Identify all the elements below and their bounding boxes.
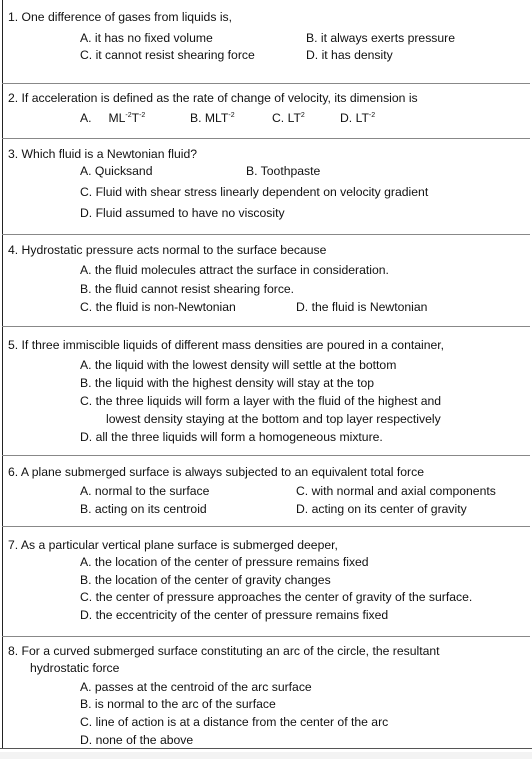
question-6-option-a: A. normal to the surface — [80, 484, 210, 498]
question-7-option-d: D. the eccentricity of the center of pressure remains fixed — [80, 608, 389, 622]
question-5-option-c: C. the three liquids will form a layer with the fluid of the highest and — [80, 394, 442, 408]
question-4-stem: 4. Hydrostatic pressure acts normal to the surface because — [8, 243, 327, 257]
question-3-option-d: D. Fluid assumed to have no viscosity — [80, 206, 285, 220]
question-2-stem: 2. If acceleration is defined as the rate of change of velocity, its dimension is — [8, 91, 418, 105]
question-1-stem: 1. One difference of gases from liquids is, — [8, 10, 233, 24]
question-divider — [2, 455, 530, 456]
question-5-option-c-continued: lowest density staying at the bottom and top layer respectively — [106, 412, 441, 426]
question-4-option-b: B. the fluid cannot resist shearing force. — [80, 282, 295, 296]
question-2-option-b: B. $MLT^{-2}$ — [190, 111, 235, 125]
question-5-option-b: B. the liquid with the highest density will stay at the top — [80, 376, 375, 390]
question-5-stem: 5. If three immiscible liquids of different mass densities are poured in a container, — [8, 338, 445, 352]
question-8-option-a: A. passes at the centroid of the arc surface — [80, 680, 312, 694]
question-3-option-a: A. Quicksand — [80, 164, 153, 178]
question-7-stem: 7. As a particular vertical plane surface is submerged deeper, — [8, 538, 338, 552]
question-8-stem-continued: hydrostatic force — [30, 661, 120, 675]
question-divider — [2, 138, 530, 139]
question-3-option-c: C. Fluid with shear stress linearly dependent on velocity gradient — [80, 185, 429, 199]
question-7-option-c: C. the center of pressure approaches the center of gravity of the surface. — [80, 590, 473, 604]
question-divider — [2, 526, 530, 527]
question-6-option-c: C. with normal and axial components — [296, 484, 496, 498]
question-2-option-d: D. $LT^{-2}$ — [340, 111, 376, 125]
question-divider — [2, 234, 530, 235]
question-1-option-c: C. it cannot resist shearing force — [80, 48, 255, 62]
question-2-option-a: A. $ML^{-2}T^{-2}$ — [80, 111, 146, 125]
question-8-option-c: C. line of action is at a distance from the center of the arc — [80, 715, 389, 729]
page-bottom-strip — [0, 752, 532, 759]
question-3-option-b: B. Toothpaste — [246, 164, 321, 178]
question-6-option-d: D. acting on its center of gravity — [296, 502, 467, 516]
question-4-option-c: C. the fluid is non-Newtonian — [80, 300, 236, 314]
question-7-option-a: A. the location of the center of pressure remains fixed — [80, 555, 369, 569]
question-8-option-d: D. none of the above — [80, 733, 194, 747]
question-4-option-a: A. the fluid molecules attract the surface in consideration. — [80, 263, 389, 277]
question-divider — [2, 636, 530, 637]
question-2-option-c: C. $LT^2$ — [272, 111, 305, 125]
question-1-option-a: A. it has no fixed volume — [80, 31, 213, 45]
question-6-option-b: B. acting on its centroid — [80, 502, 207, 516]
question-divider — [2, 83, 530, 84]
page-bottom-rule — [0, 748, 532, 749]
question-divider — [2, 326, 530, 327]
question-7-option-b: B. the location of the center of gravity changes — [80, 573, 331, 587]
question-3-stem: 3. Which fluid is a Newtonian fluid? — [8, 147, 198, 161]
question-1-option-b: B. it always exerts pressure — [306, 31, 456, 45]
question-1-option-d: D. it has density — [306, 48, 393, 62]
question-6-stem: 6. A plane submerged surface is always subjected to an equivalent total force — [8, 465, 424, 479]
question-8-stem: 8. For a curved submerged surface constituting an arc of the circle, the resultant — [8, 644, 440, 658]
question-5-option-a: A. the liquid with the lowest density will settle at the bottom — [80, 358, 397, 372]
question-4-option-d: D. the fluid is Newtonian — [296, 300, 428, 314]
question-8-option-b: B. is normal to the arc of the surface — [80, 697, 276, 711]
question-5-option-d: D. all the three liquids will form a homogeneous mixture. — [80, 430, 383, 444]
